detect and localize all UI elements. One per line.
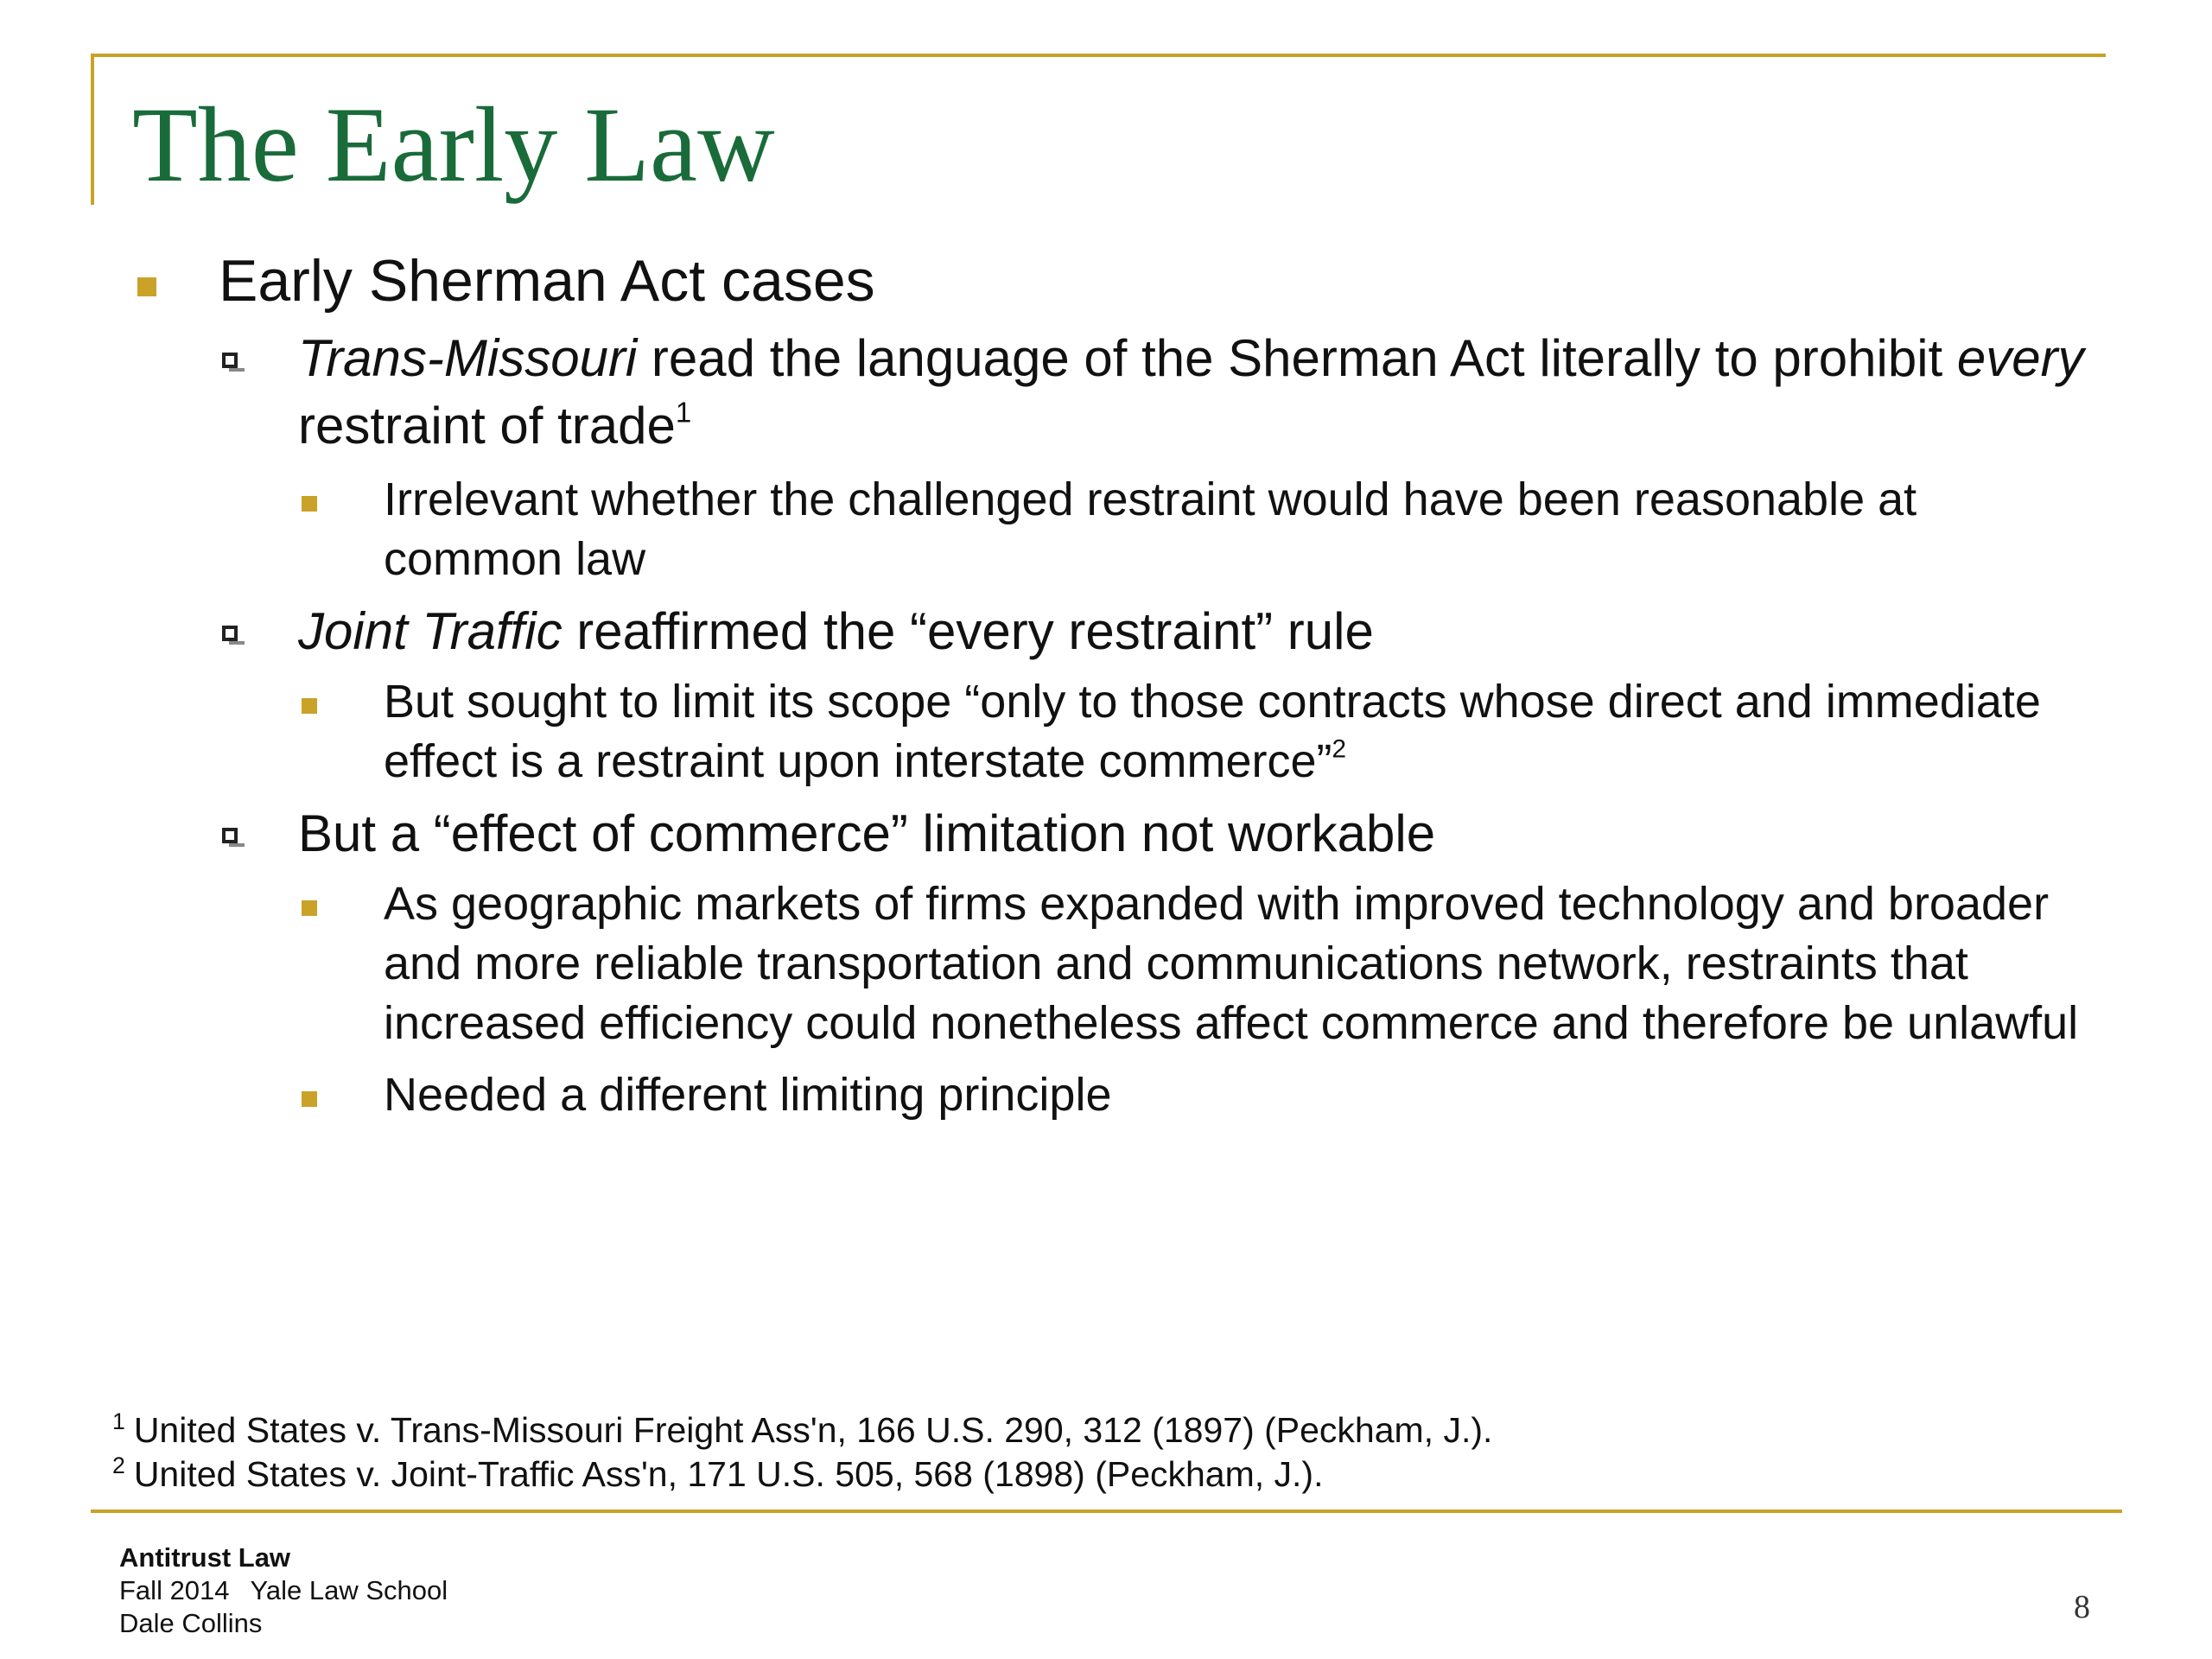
author: Dale Collins (119, 1608, 263, 1638)
bullet-text: reaffirmed the “every restraint” rule (562, 602, 1374, 660)
square-bullet-icon (137, 277, 156, 296)
bullet-level2-trans-missouri (298, 325, 2104, 460)
bullet-level2-effect-of-commerce (298, 800, 2104, 868)
footnote-number: 2 (112, 1452, 125, 1479)
term-line (119, 1574, 448, 1607)
square-bullet-icon (302, 698, 317, 714)
footnote-number: 1 (112, 1408, 125, 1435)
bullet-level3-limiting-principle (384, 1065, 2094, 1125)
footnote-text: United States v. Joint-Traffic Ass'n, 171 U.S. 505, 568 (1898) (Peckham, J.). (133, 1454, 1324, 1494)
hollow-square-bullet-icon (222, 353, 238, 368)
top-rule (91, 54, 2106, 57)
square-bullet-icon (302, 900, 317, 916)
hollow-square-bullet-icon (222, 828, 238, 843)
bullet-level3-sought-to-limit (384, 672, 2094, 791)
case-name-italic: Joint Traffic (298, 602, 563, 660)
bullet-level1-early-sherman (219, 245, 2212, 318)
footnote-text: United States v. Trans-Missouri Freight Ass'n, 166 U.S. 290, 312 (1897) (Peckham, J.). (133, 1410, 1493, 1450)
footnote-2 (112, 1452, 1492, 1497)
bullet-text: But a “effect of commerce” limitation not workable (298, 804, 1436, 862)
bullet-text: Needed a different limiting principle (384, 1069, 1112, 1121)
hollow-square-bullet-icon (222, 626, 238, 641)
bullet-text: But sought to limit its scope “only to those contracts whose direct and immediate effect is a restraint upon interstate commerce” (384, 676, 2041, 787)
footnotes (112, 1408, 1492, 1497)
left-rule (91, 54, 94, 205)
course-name: Antitrust Law (119, 1542, 291, 1573)
bullet-text-continued: restraint of trade (298, 397, 676, 454)
school: Yale Law School (250, 1575, 448, 1605)
bullet-text: As geographic markets of firms expanded with improved technology and broader and more reliable transportation and communications network, restraints that increased efficiency could nonetheless affect commerce and therefore be unlawful (384, 878, 2079, 1049)
bullet-level2-joint-traffic (298, 598, 2104, 665)
page-number: 8 (2074, 1589, 2090, 1625)
square-bullet-icon (302, 1091, 317, 1107)
bullet-text: Early Sherman Act cases (219, 248, 875, 314)
term: Fall 2014 (119, 1575, 230, 1605)
square-bullet-icon (302, 496, 317, 512)
case-name-italic: Trans-Missouri (298, 329, 638, 387)
bottom-rule (91, 1510, 2122, 1513)
slide-footer (119, 1541, 448, 1640)
bullet-text: read the language of the Sherman Act literally to prohibit (637, 329, 1957, 387)
footnote-1 (112, 1408, 1492, 1452)
footnote-ref-2: 2 (1332, 734, 1346, 764)
slide-body (0, 245, 2212, 1125)
footnote-ref-1: 1 (675, 396, 692, 429)
emphasis-italic: every (1956, 329, 2084, 387)
bullet-level3-irrelevant (384, 470, 2094, 589)
slide-title: The Early Law (132, 86, 775, 204)
bullet-text: Irrelevant whether the challenged restraint would have been reasonable at common law (384, 474, 1917, 585)
bullet-level3-geographic-markets (384, 874, 2094, 1053)
